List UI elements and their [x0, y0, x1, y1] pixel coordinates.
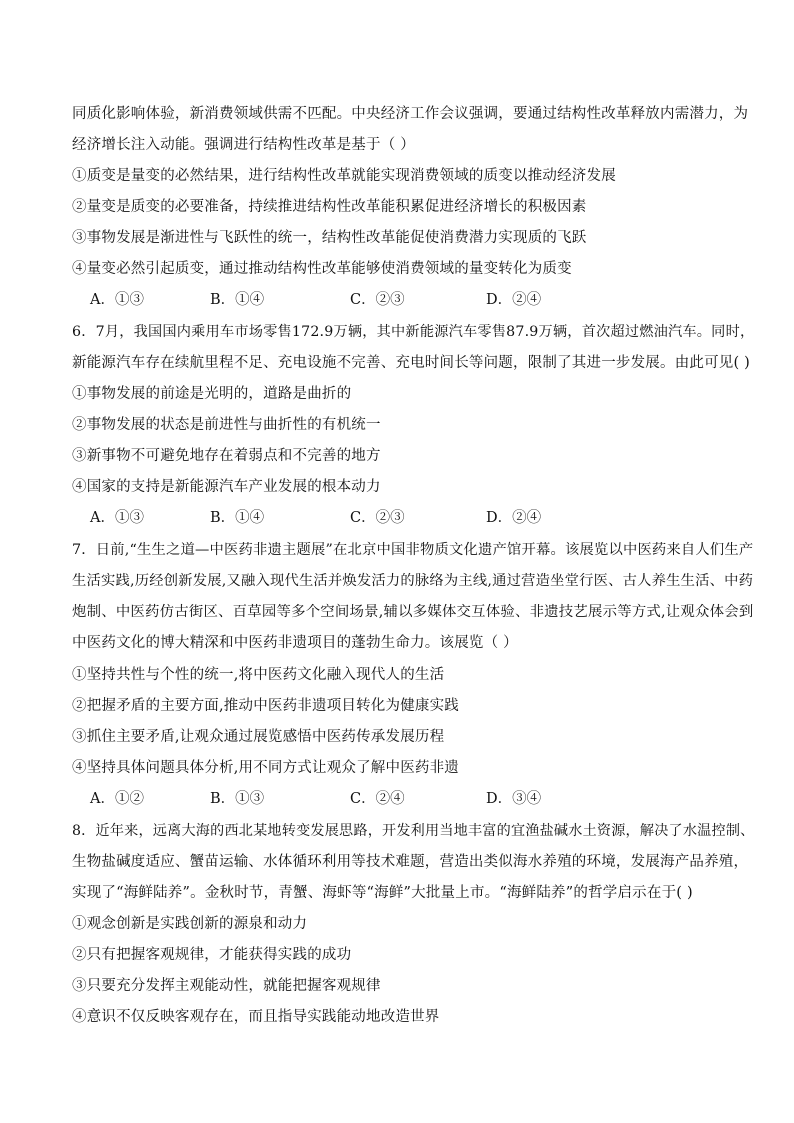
q5-stem-line-2: 经济增长注入动能。强调进行结构性改革是基于（ ） [72, 137, 415, 153]
q7-option-b: B．①③ [210, 791, 265, 807]
q6-stem-line-1: 6．7月，我国国内乘用车市场零售172.9万辆，其中新能源汽车零售87.9万辆，首次超过燃油汽车。同时， [72, 324, 755, 340]
q8-stem-line-1: 8．近年来，远离大海的西北某地转变发展思路，开发利用当地丰富的宜渔盐碱水土资源，解决了水温控制、 [72, 823, 755, 839]
q5-option-a: A．①③ [90, 292, 144, 308]
q5-option-b: B．①④ [210, 292, 265, 308]
q6-option-a: A．①③ [90, 510, 144, 526]
q7-option-d: D．③④ [486, 791, 542, 807]
q6-statement-1: ①事物发展的前途是光明的，道路是曲折的 [72, 386, 352, 402]
q6-statement-4: ④国家的支持是新能源汽车产业发展的根本动力 [72, 479, 381, 495]
q5-statement-2: ②量变是质变的必要准备，持续推进结构性改革能积累促进经济增长的积极因素 [72, 199, 587, 215]
q8-statement-2: ②只有把握客观规律，才能获得实践的成功 [72, 947, 352, 963]
q5-stem-line-1: 同质化影响体验，新消费领域供需不匹配。中央经济工作会议强调，要通过结构性改革释放内需潜力，为 [72, 106, 749, 122]
q7-stem-line-2: 生活实践,历经创新发展,又融入现代生活并焕发活力的脉络为主线,通过营造坐堂行医、古人养生生活、中药 [72, 573, 754, 589]
q7-option-c: C．②④ [350, 791, 405, 807]
q6-stem-line-2: 新能源汽车存在续航里程不足、充电设施不完善、充电时间长等问题，限制了其进一步发展。由此可见( ) [72, 355, 751, 371]
q6-statement-2: ②事物发展的状态是前进性与曲折性的有机统一 [72, 417, 381, 433]
q5-statement-1: ①质变是量变的必然结果，进行结构性改革就能实现消费领域的质变以推动经济发展 [72, 168, 616, 184]
q5-statement-4: ④量变必然引起质变，通过推动结构性改革能够使消费领域的量变转化为质变 [72, 261, 572, 277]
q5-option-d: D．②④ [486, 292, 542, 308]
q8-statement-4: ④意识不仅反映客观存在，而且指导实践能动地改造世界 [72, 1009, 440, 1025]
q5-statement-3: ③事物发展是渐进性与飞跃性的统一，结构性改革能促使消费潜力实现质的飞跃 [72, 230, 587, 246]
q6-option-d: D．②④ [486, 510, 542, 526]
q7-statement-2: ②把握矛盾的主要方面,推动中医药非遗项目转化为健康实践 [72, 698, 460, 714]
q6-option-b: B．①④ [210, 510, 265, 526]
q7-statement-1: ①坚持共性与个性的统一,将中医药文化融入现代人的生活 [72, 667, 445, 683]
q7-option-a: A．①② [90, 791, 144, 807]
q7-stem-line-3: 炮制、中医药仿古街区、百草园等多个空间场景,辅以多媒体交互体验、非遗技艺展示等方式,让观众体会到 [72, 604, 754, 620]
q8-stem-line-2: 生物盐碱度适应、蟹苗运输、水体循环利用等技术难题，营造出类似海水养殖的环境，发展海产品养殖， [72, 854, 749, 870]
q8-statement-1: ①观念创新是实践创新的源泉和动力 [72, 916, 308, 932]
q5-option-c: C．②③ [350, 292, 405, 308]
q6-statement-3: ③新事物不可避免地存在着弱点和不完善的地方 [72, 448, 381, 464]
q8-statement-3: ③只要充分发挥主观能动性，就能把握客观规律 [72, 978, 381, 994]
q8-stem-line-3: 实现了“海鲜陆养”。金秋时节，青蟹、海虾等“海鲜”大批量上市。“海鲜陆养”的哲学启示在于( ) [72, 885, 693, 901]
q7-statement-4: ④坚持具体问题具体分析,用不同方式让观众了解中医药非遗 [72, 760, 460, 776]
q7-statement-3: ③抓住主要矛盾,让观众通过展览感悟中医药传承发展历程 [72, 729, 445, 745]
q7-stem-line-1: 7．日前,“生生之道—中医药非遗主题展”在北京中国非物质文化遗产馆开幕。该展览以中医药来自人们生产 [72, 542, 754, 558]
q7-stem-line-4: 中医药文化的博大精深和中医药非遗项目的蓬勃生命力。该展览（ ） [72, 635, 518, 651]
q6-option-c: C．②③ [350, 510, 405, 526]
